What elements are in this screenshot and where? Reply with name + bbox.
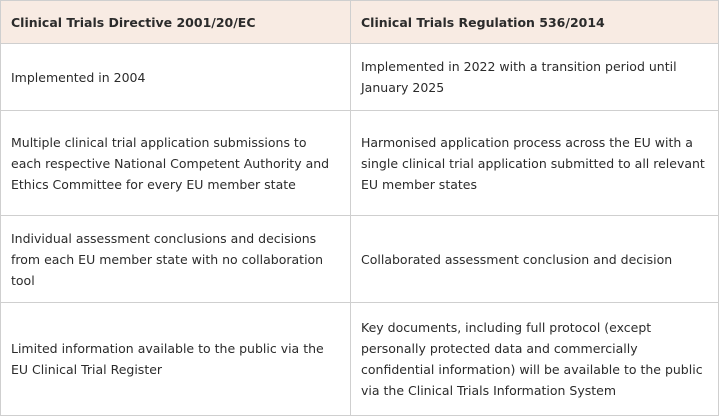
table-cell (1, 44, 351, 111)
cell-text: Multiple clinical trial application submissions to each respective National Competent Authority and Ethics Committee for every EU member state (11, 134, 330, 192)
cell-text: Harmonised application process across the EU with a single clinical trial application submitted to all relevant EU member states (361, 134, 705, 192)
table-cell (351, 216, 719, 303)
header-row (1, 1, 719, 44)
table-cell (1, 111, 351, 216)
table-row (1, 216, 719, 303)
table-cell (351, 111, 719, 216)
cell-text: Implemented in 2004 (11, 69, 146, 85)
cell-text: Collaborated assessment conclusion and decision (361, 251, 673, 267)
cell-text: Key documents, including full protocol (except personally protected data and commercially confidential information) will be available to the public via the Clinical Trials Information System (361, 320, 703, 398)
table-cell (1, 216, 351, 303)
cell-text: Implemented in 2022 with a transition period until January 2025 (361, 59, 677, 95)
table-body (1, 44, 719, 416)
table-row (1, 44, 719, 111)
table-cell (351, 303, 719, 416)
table-cell (1, 303, 351, 416)
table-cell (351, 44, 719, 111)
table-row (1, 303, 719, 416)
cell-text: Individual assessment conclusions and decisions from each EU member state with no collaboration tool (11, 230, 324, 288)
table-header (1, 1, 719, 44)
cell-text: Limited information available to the public via the EU Clinical Trial Register (11, 341, 324, 377)
header-directive: Clinical Trials Directive 2001/20/EC (1, 1, 351, 44)
header-regulation: Clinical Trials Regulation 536/2014 (351, 1, 719, 44)
table-row (1, 111, 719, 216)
